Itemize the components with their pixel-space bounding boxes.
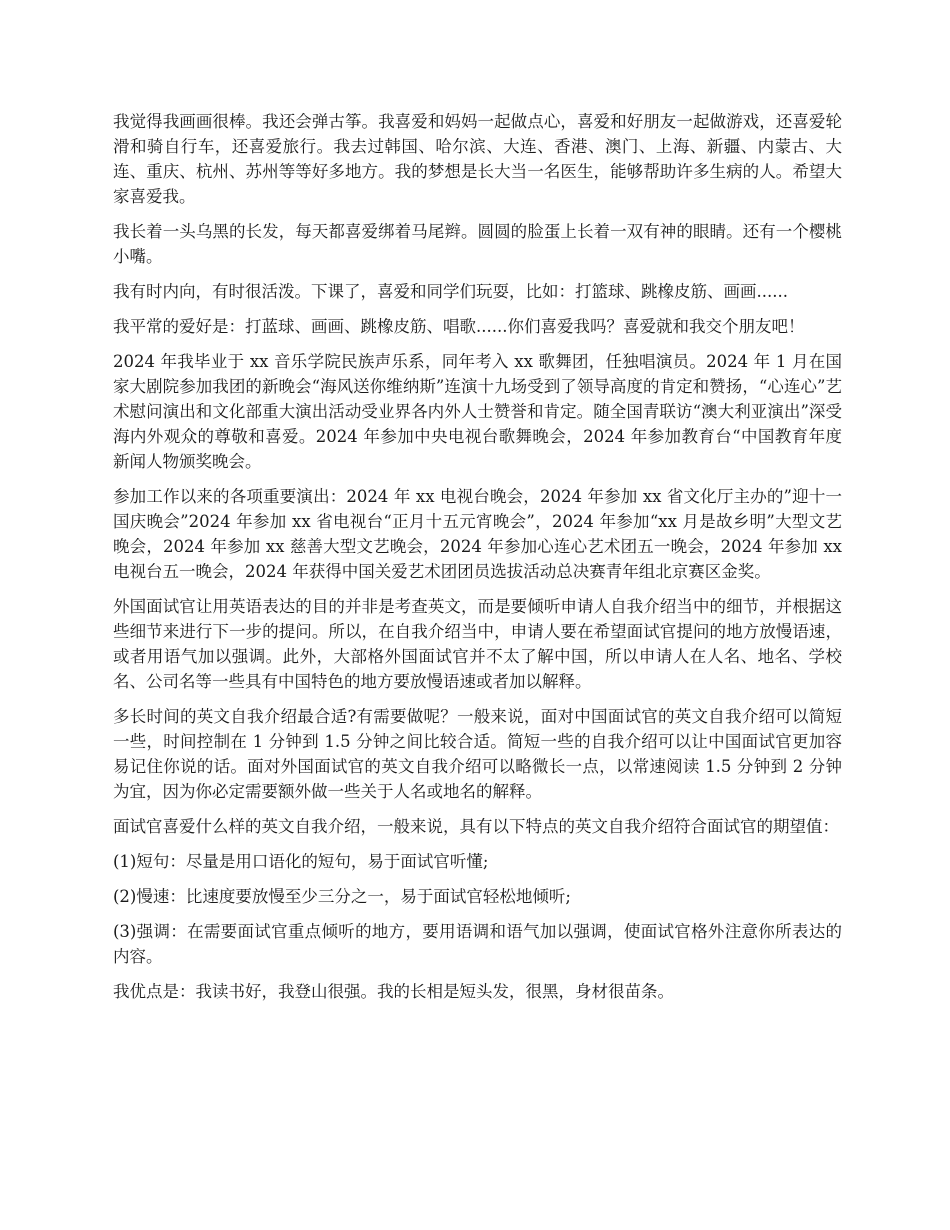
- list-item-slow-speed: (2)慢速：比速度要放慢至少三分之一，易于面试官轻松地倾听;: [113, 887, 571, 906]
- document-body: [113, 109, 842, 1014]
- paragraph-interests: 我平常的爱好是：打蓝球、画画、跳橡皮筋、唱歌......你们喜爱我吗？喜爱就和我交个朋友吧！: [113, 317, 805, 336]
- paragraph-appearance: 我长着一头乌黑的长发，每天都喜爱绑着马尾辫。圆圆的脸蛋上长着一双有神的眼睛。还有一个樱桃小嘴。: [113, 222, 842, 266]
- paragraph-hobbies-travel: 我觉得我画画很棒。我还会弹古筝。我喜爱和妈妈一起做点心，喜爱和好朋友一起做游戏，还喜爱轮滑和骑自行车，还喜爱旅行。我去过韩国、哈尔滨、大连、香港、澳门、上海、新疆、内蒙古、大连、重庆、杭州、苏州等等好多地方。我的梦想是长大当一名医生，能够帮助许多生病的人。希望大家喜爱我。: [113, 112, 842, 206]
- paragraph-foreign-interviewer: 外国面试官让用英语表达的目的并非是考查英文，而是要倾听申请人自我介绍当中的细节，并根据这些细节来进行下一步的提问。所以，在自我介绍当中，申请人要在希望面试官提问的地方放慢语速，或者用语气加以强调。此外，大部格外国面试官并不太了解中国，所以申请人在人名、地名、学校名、公司名等一些具有中国特色的地方要放慢语速或者加以解释。: [113, 597, 842, 691]
- paragraph-personality: 我有时内向，有时很活泼。下课了，喜爱和同学们玩耍，比如：打篮球、跳橡皮筋、画画......: [113, 282, 788, 301]
- paragraph-intro-length: 多长时间的英文自我介绍最合适?有需要做呢？一般来说，面对中国面试官的英文自我介绍可以简短一些，时间控制在 1 分钟到 1.5 分钟之间比较合适。简短一些的自我介绍可以让中国面试官更加容易记住你说的话。面对外国面试官的英文自我介绍可以略微长一点，以常速阅读 1.5 分钟到 2 分钟为宜，因为你必定需要额外做一些关于人名或地名的解释。: [113, 707, 842, 801]
- paragraph-career-background: 2024 年我毕业于 xx 音乐学院民族声乐系，同年考入 xx 歌舞团，任独唱演员。2024 年 1 月在国家大剧院参加我团的新晚会“海风送你维纳斯”连演十九场受到了领导高度的肯定和赞扬，“心连心”艺术慰问演出和文化部重大演出活动受业界各内外人士赞誉和肯定。随全国青联访“澳大利亚演出”深受海内外观众的尊敬和喜爱。2024 年参加中央电视台歌舞晚会，2024 年参加教育台“中国教育年度新闻人物颁奖晚会。: [113, 352, 842, 471]
- paragraph-performances: 参加工作以来的各项重要演出：2024 年 xx 电视台晚会，2024 年参加 xx 省文化厅主办的”迎十一国庆晚会”2024 年参加 xx 省电视台“正月十五元宵晚会”，2024 年参加“xx 月是故乡明”大型文艺晚会，2024 年参加 xx 慈善大型文艺晚会，2024 年参加心连心艺术团五一晚会，2024 年参加 xx 电视台五一晚会，2024 年获得中国关爱艺术团团员选拔活动总决赛青年组北京赛区金奖。: [113, 487, 842, 581]
- paragraph-strengths: 我优点是：我读书好，我登山很强。我的长相是短头发，很黑，身材很苗条。: [113, 982, 674, 1001]
- list-item-emphasis: (3)强调：在需要面试官重点倾听的地方，要用语调和语气加以强调，使面试官格外注意你所表达的内容。: [113, 922, 842, 966]
- paragraph-expectations: 面试官喜爱什么样的英文自我介绍，一般来说，具有以下特点的英文自我介绍符合面试官的期望值：: [113, 817, 839, 836]
- list-item-short-sentences: (1)短句：尽量是用口语化的短句，易于面试官听懂;: [113, 852, 489, 871]
